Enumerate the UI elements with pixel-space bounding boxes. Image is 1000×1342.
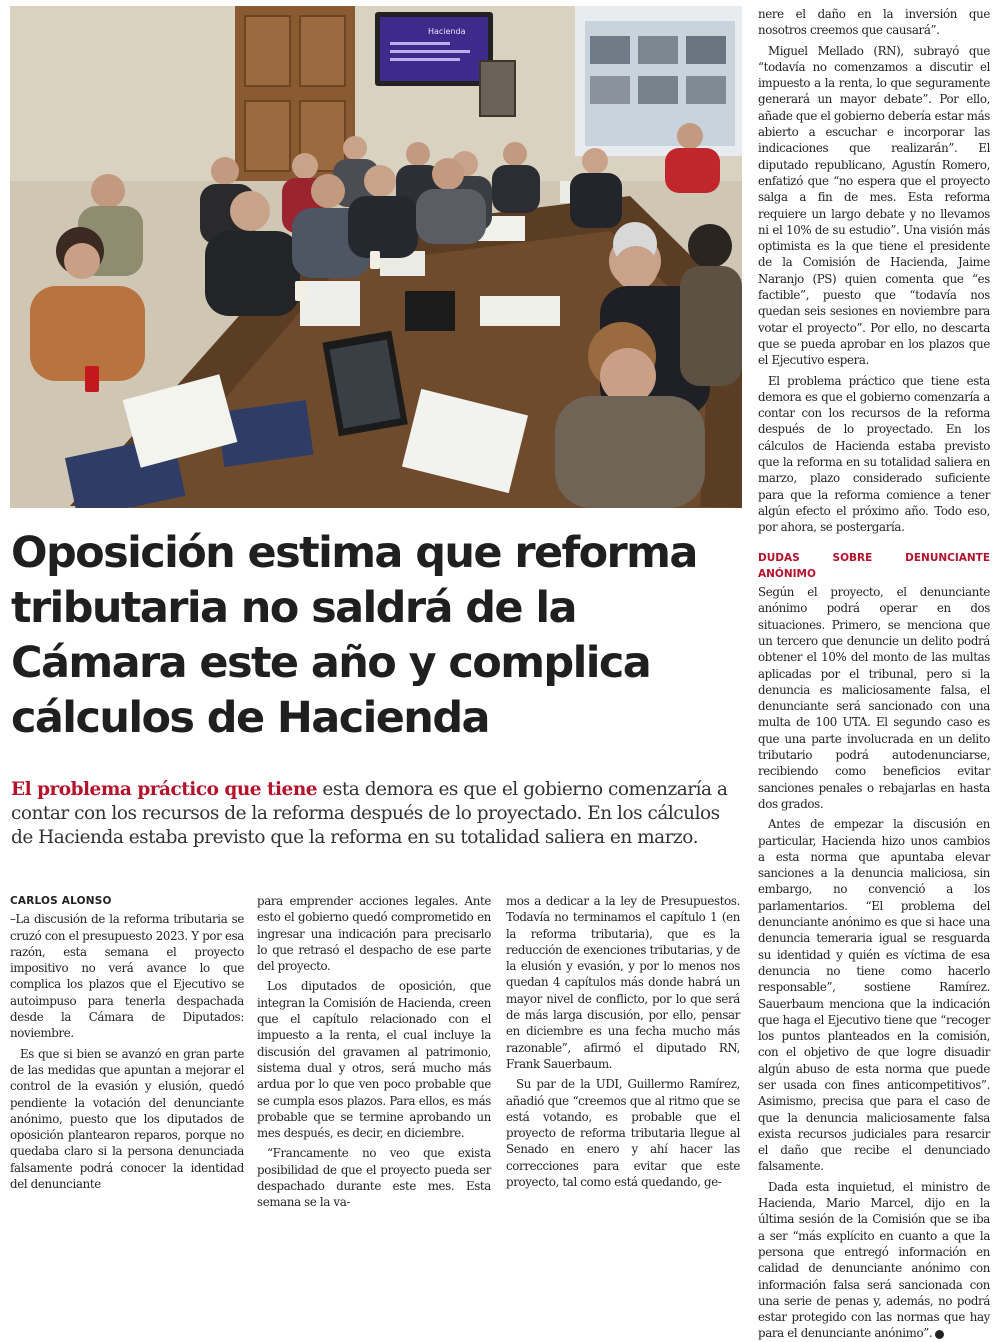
screen-title: Hacienda [428, 27, 466, 36]
article-column-4 [758, 6, 990, 1342]
lead-highlight: El problema práctico que tiene [11, 779, 318, 800]
body-paragraph: mos a dedicar a la ley de Presupuestos. Todavía no terminamos el capítulo 1 (en la reforma tributaria), que es la reducción de exenciones tributarias, y de la elusión y evasión, y por lo menos nos quedan 4 capítulos más donde habrá un mayor nivel de conflicto, por lo que será de más larga discusión, por ello, pensar en diciembre es una fecha mucho más razonable”, afirmó el diputado RN, Frank Sauerbaum. [506, 894, 740, 1071]
body-paragraph: nere el daño en la inversión que nosotros creemos que causará”. [758, 7, 990, 38]
end-mark-icon: P [935, 1330, 944, 1339]
section-subhead: DUDAS SOBRE DENUNCIANTE ANÓNIMO [758, 551, 990, 580]
body-paragraph: Los diputados de oposición, que integran la Comisión de Hacienda, creen que el capítulo relacionado con el impuesto a la renta, el cual incluye la discusión del gravamen al patrimonio, sistema dual y otros, será mucho más ardua por lo que ven poco probable que se cumpla esos plazos. Para ellos, es más probable que se termine aprobando un mes después, es decir, en diciembre. [257, 979, 491, 1141]
body-paragraph-final [758, 1179, 990, 1342]
final-text: Dada esta inquietud, el ministro de Hacienda, Mario Marcel, dijo en la última sesión de la Comisión que se iba a ser “más explícito en cuanto a que la persona que entregó información en calidad de denunciante anónimo con información falsa será sancionada con una serie de penas y, además, no podrá estar protegido con las normas que hay para el denunciante anónimo”. [758, 1179, 990, 1341]
article-column-2 [257, 893, 491, 1211]
byline: CARLOS ALONSO [10, 895, 112, 907]
body-paragraph: Antes de empezar la discusión en particular, Hacienda hizo unos cambios a esta norma que apuntaba elevar sanciones a la denuncia maliciosa, sin embargo, no convenció a los parlamentarios. “El problema del denunciante anónimo es que si hace una denuncia temeraria igual se resguarda su identidad y quién es víctima de esa denuncia no tiene como hacerlo responsable”, sostiene Ramírez. Sauerbaum menciona que la indicación que haga el Ejecutivo tiene que “recoger los puntos planteados en la comisión, con el objetivo de que logre disuadir algún abuso de esta norma que puede ser usada con fines anticompetitivos”. Asimismo, precisa que para el caso de que la denuncia maliciosamente falsa exista recursos judiciales para resarcir el daño que recibe el denunciado falsamente. [758, 817, 990, 1174]
body-paragraph: Miguel Mellado (RN), subrayó que “todavía no comenzamos a discutir el impuesto a la renta, lo que seguramente generará un mayor debate”. Por ello, añade que el gobierno debería estar más abierto a escuchar e incorporar las indicaciones que realizarán”. El diputado republicano, Agustín Romero, enfatizó que “no espera que el proyecto salga a fin de mes. Esta reforma requiere un largo debate y no llevamos ni el 10% de su estudio”. Una visión más optimista es la que tiene el presidente de la Comisión de Hacienda, Jaime Naranjo (PS) quien comenta que “es factible”, puesto que “todavía nos quedan seis sesiones en noviembre para votar el proyecto”. Por ello, no descarta que se pueda aprobar en los plazos que el Ejecutivo espera. [758, 43, 990, 368]
article-column-3 [506, 893, 740, 1190]
lead-text: esta demora es que el gobierno comenzaría a contar con los recursos de la reforma después de lo proyectado. En los cálculos de Hacienda estaba previsto que la reforma en su totalidad saliera en marzo. [11, 779, 728, 848]
body-paragraph: Su par de la UDI, Guillermo Ramírez, añadió que “creemos que al ritmo que se está votando, es probable que el proyecto de reforma tributaria llegue al Senado en enero y ahí hacer las correcciones para evitar que este proyecto, tal como está quedando, ge- [506, 1077, 740, 1190]
body-paragraph: Según el proyecto, el denunciante anónimo podrá operar en dos situaciones. Primero, se menciona que un tercero que denuncie un delito podrá obtener el 10% del monto de las multas aplicadas por el tribunal, pero si la denuncia es maliciosamente falsa, el denunciante será sancionado con una multa de 100 UTA. El segundo caso es que una parte involucrada en un delito tributario podrá autodenunciarse, recibiendo como beneficios evitar sanciones penales o rebajarlas en hasta dos grados. [758, 585, 990, 811]
body-paragraph: Es que si bien se avanzó en gran parte de las medidas que apuntan a mejorar el control de la evasión y elusión, quedó pendiente la votación del denunciante anónimo, puesto que los diputados de oposición plantearon reparos, porque no quedaba claro si la persona denunciada falsamente podrá conocer la identidad del denunciante [10, 1046, 244, 1192]
body-paragraph: “Francamente no veo que exista posibilidad de que el proyecto pueda ser despachado durante este mes. Esta semana se la va- [257, 1146, 491, 1210]
lead-paragraph [11, 778, 741, 850]
headline: Oposición estima que reforma tributaria no saldrá de la Cámara este año y complica cálculos de Hacienda [11, 528, 697, 743]
body-paragraph: El problema práctico que tiene esta demora es que el gobierno comenzaría a contar con los recursos de la reforma después de lo proyectado. En los cálculos de Hacienda estaba previsto que la reforma en su totalidad saliera en marzo, plazo considerado suficiente para que la reforma comience a tener algún efecto el próximo año. Todo eso, por ahora, se postergaría. [758, 373, 990, 535]
committee-meeting-photo [10, 6, 742, 508]
news-photo [10, 6, 742, 508]
body-paragraph: para emprender acciones legales. Ante esto el gobierno quedó comprometido en ingresar una indicación para precisarlo lo que retrasó el despacho de ese parte del proyecto. [257, 894, 491, 974]
article-column-1 [10, 893, 244, 1192]
body-paragraph: –La discusión de la reforma tributaria se cruzó con el presupuesto 2023. Y por esa razón, esta semana el proyecto impositivo no verá avance lo que complica los plazos que el Ejecutivo se autoimpuso para tenerla despachada desde la Cámara de Diputados: noviembre. [10, 912, 244, 1041]
